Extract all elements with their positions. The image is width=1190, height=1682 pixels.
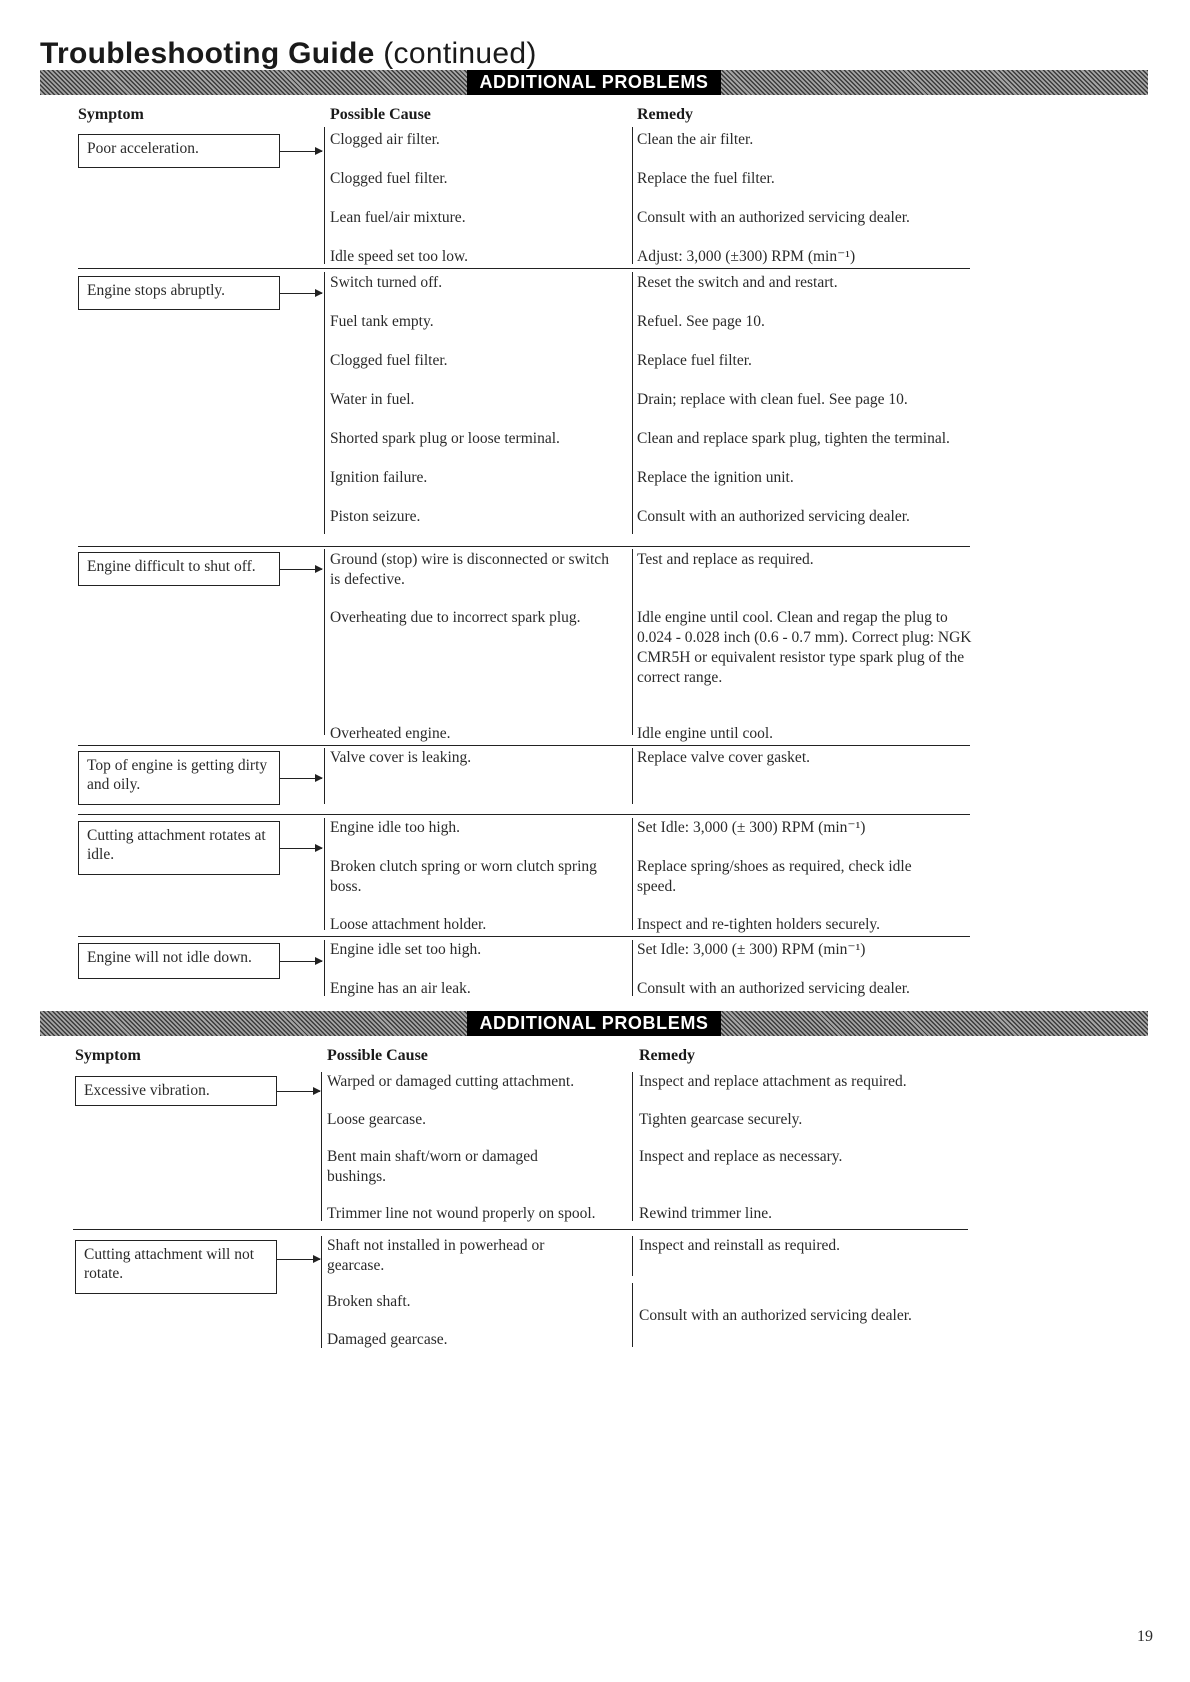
remedy-text: Refuel. See page 10. <box>637 313 765 330</box>
cause-text: Shaft not installed in powerhead or gearcase. <box>327 1237 545 1274</box>
cause-text: Damaged gearcase. <box>327 1331 448 1348</box>
cause-text: Clogged air filter. <box>330 131 440 148</box>
symptom-box: Cutting attachment rotates at idle. <box>78 821 280 875</box>
remedy-text: Replace valve cover gasket. <box>637 749 810 766</box>
remedy-text: Replace fuel filter. <box>637 352 752 369</box>
remedy-text: Inspect and replace attachment as required. <box>639 1073 907 1090</box>
remedy-divider <box>632 748 633 804</box>
remedy-text: Replace spring/shoes as required, check idle speed. <box>637 858 912 895</box>
arrow-connector <box>280 569 322 570</box>
section-banner-2 <box>40 1011 1148 1036</box>
remedy-divider <box>632 127 633 264</box>
cause-divider <box>324 127 325 264</box>
remedy-text: Set Idle: 3,000 (± 300) RPM (min⁻¹) <box>637 819 866 836</box>
section-banner-label: ADDITIONAL PROBLEMS <box>467 70 720 95</box>
remedy-text: Tighten gearcase securely. <box>639 1111 803 1128</box>
remedy-text: Inspect and re-tighten holders securely. <box>637 916 881 933</box>
symptom-box: Excessive vibration. <box>75 1076 277 1106</box>
section-banner-1 <box>40 70 1148 95</box>
cause-text: Engine idle too high. <box>330 819 461 836</box>
cause-text: Water in fuel. <box>330 391 415 408</box>
remedy-text: Idle engine until cool. <box>637 725 774 742</box>
header-cause: Possible Cause <box>330 106 431 123</box>
remedy-text: Consult with an authorized servicing dealer. <box>637 209 910 226</box>
cause-text: Piston seizure. <box>330 508 421 525</box>
cause-divider <box>324 748 325 804</box>
group-divider <box>78 814 970 815</box>
cause-text: Overheating due to incorrect spark plug. <box>330 609 581 626</box>
group-divider <box>78 745 970 746</box>
page-title-suffix: (continued) <box>374 37 537 70</box>
cause-text: Switch turned off. <box>330 274 443 291</box>
cause-divider <box>324 818 325 930</box>
cause-text: Warped or damaged cutting attachment. <box>327 1073 575 1090</box>
remedy-text: Reset the switch and and restart. <box>637 274 838 291</box>
page-title <box>40 36 537 72</box>
cause-divider <box>321 1072 322 1221</box>
group-divider <box>78 936 970 937</box>
arrow-connector <box>280 961 322 962</box>
cause-divider <box>324 940 325 996</box>
arrow-connector <box>280 151 322 152</box>
remedy-divider <box>632 1236 633 1276</box>
cause-text: Engine idle set too high. <box>330 941 482 958</box>
remedy-text: Drain; replace with clean fuel. See page 10. <box>637 391 908 408</box>
header-symptom: Symptom <box>75 1047 141 1064</box>
section-banner-label: ADDITIONAL PROBLEMS <box>467 1011 720 1036</box>
remedy-divider <box>632 818 633 930</box>
remedy-divider <box>632 272 633 534</box>
remedy-divider <box>632 549 633 735</box>
remedy-text: Test and replace as required. <box>637 551 814 568</box>
cause-text: Engine has an air leak. <box>330 980 471 997</box>
arrow-connector <box>280 848 322 849</box>
remedy-text: Inspect and replace as necessary. <box>639 1148 843 1165</box>
remedy-text: Consult with an authorized servicing dealer. <box>637 508 910 525</box>
cause-text: Bent main shaft/worn or damaged bushings. <box>327 1148 538 1185</box>
cause-divider <box>324 272 325 534</box>
symptom-box: Poor acceleration. <box>78 134 280 168</box>
cause-text: Overheated engine. <box>330 725 451 742</box>
cause-text: Loose attachment holder. <box>330 916 487 933</box>
group-divider <box>73 1229 968 1230</box>
cause-text: Fuel tank empty. <box>330 313 434 330</box>
remedy-text: Consult with an authorized servicing dealer. <box>639 1307 912 1324</box>
cause-text: Broken clutch spring or worn clutch spring boss. <box>330 858 597 895</box>
cause-text: Valve cover is leaking. <box>330 749 472 766</box>
page-number: 19 <box>1137 1628 1153 1645</box>
cause-divider <box>321 1236 322 1348</box>
remedy-text: Inspect and reinstall as required. <box>639 1237 840 1254</box>
remedy-text: Replace the ignition unit. <box>637 469 794 486</box>
remedy-divider <box>632 940 633 996</box>
arrow-connector <box>280 778 322 779</box>
cause-text: Lean fuel/air mixture. <box>330 209 466 226</box>
cause-divider <box>324 549 325 735</box>
symptom-box: Cutting attachment will not rotate. <box>75 1240 277 1294</box>
remedy-text: Replace the fuel filter. <box>637 170 775 187</box>
header-symptom: Symptom <box>78 106 144 123</box>
cause-text: Clogged fuel filter. <box>330 352 448 369</box>
remedy-text: Clean and replace spark plug, tighten the terminal. <box>637 430 950 447</box>
cause-text: Shorted spark plug or loose terminal. <box>330 430 560 447</box>
symptom-box: Engine will not idle down. <box>78 943 280 979</box>
remedy-divider <box>632 1283 633 1347</box>
cause-text: Ground (stop) wire is disconnected or switch is defective. <box>330 551 609 588</box>
group-divider <box>78 268 970 269</box>
remedy-text: Adjust: 3,000 (±300) RPM (min⁻¹) <box>637 248 856 265</box>
header-remedy: Remedy <box>639 1047 695 1064</box>
cause-text: Idle speed set too low. <box>330 248 469 265</box>
cause-text: Broken shaft. <box>327 1293 411 1310</box>
remedy-text: Set Idle: 3,000 (± 300) RPM (min⁻¹) <box>637 941 866 958</box>
cause-text: Trimmer line not wound properly on spool. <box>327 1205 596 1222</box>
page-title-main: Troubleshooting Guide <box>40 37 375 70</box>
remedy-text: Rewind trimmer line. <box>639 1205 773 1222</box>
remedy-text: Clean the air filter. <box>637 131 754 148</box>
header-remedy: Remedy <box>637 106 693 123</box>
symptom-box: Engine difficult to shut off. <box>78 552 280 586</box>
remedy-text: Idle engine until cool. Clean and regap the plug to 0.024 - 0.028 inch (0.6 - 0.7 mm). Correct plug: NGK CMR5H or equivalent resistor type spark plug of the correct range. <box>637 609 972 686</box>
arrow-connector <box>280 293 322 294</box>
arrow-connector <box>277 1091 320 1092</box>
cause-text: Clogged fuel filter. <box>330 170 448 187</box>
remedy-text: Consult with an authorized servicing dealer. <box>637 980 910 997</box>
cause-text: Ignition failure. <box>330 469 428 486</box>
remedy-divider <box>632 1072 633 1221</box>
arrow-connector <box>277 1259 320 1260</box>
symptom-box: Engine stops abruptly. <box>78 276 280 310</box>
cause-text: Loose gearcase. <box>327 1111 426 1128</box>
group-divider <box>78 546 970 547</box>
header-cause: Possible Cause <box>327 1047 428 1064</box>
symptom-box: Top of engine is getting dirty and oily. <box>78 751 280 805</box>
